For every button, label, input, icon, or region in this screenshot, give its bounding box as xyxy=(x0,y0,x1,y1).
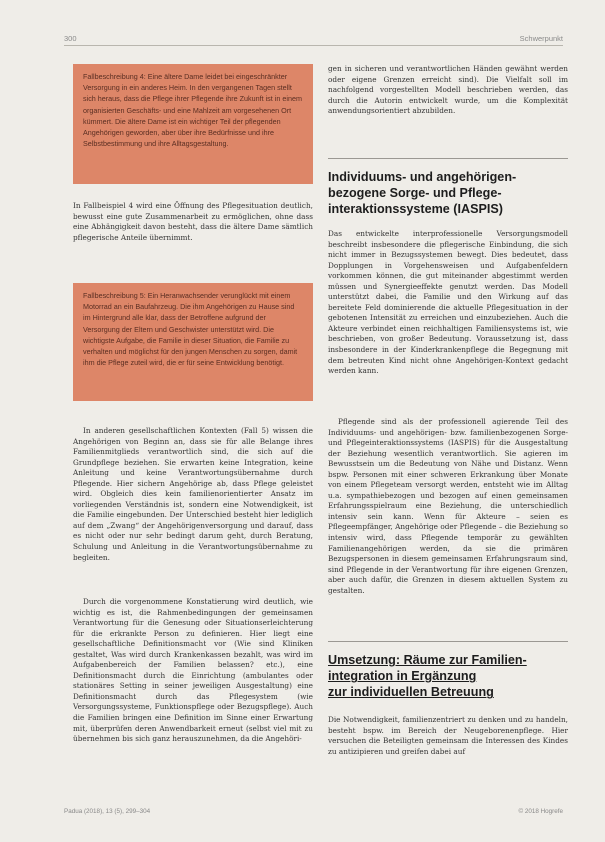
paragraph-pflegende: Pflegende sind als der professionell agierende Teil des Individuums- und angehörigen- bzw. familienbezogenen Sorge- und Pflegeinteraktionssystems (IASPIS) für die Ausgestaltung der Beziehung wesentlich verantwortlich. Sie agieren im Bewusstsein um die Bedeutung von Nähe und Distanz. Wenn bspw. Personen mit einer schweren Erkrankung über Monate von einem Pflegeteam versorgt werden, entsteht wie im Alltag u.a. sympathiebezogen und bezogen auf einen gemeinsamen Erfahrungsspielraum eine Beziehung, die unterschiedlich intensiv sein kann. Wenn für Akteure – seien es Pflegeempfänger, Angehörige oder Pflegende – die Beziehung so intensiv wird, dass Pflegende temporär zu gewählten Familienangehörigen werden, da sie die primären Bezugspersonen in diesem gemeinsamen Erfahrungsraum sind, sind Pflegende in der Verantwortung für ihre eigenen Grenzen, aber auch dafür, die Grenzen in diesem aktuellen System zu gestalten. xyxy=(328,417,568,595)
paragraph-definition: Durch die vorgenommene Konstatierung wird deutlich, wie wichtig es ist, die Rahmenbedingungen der gemeinsamen Verantwortung für die Genesung oder Situationserleichterung für die erkrankte Person zu definieren. Hier liegt eine gesellschaftliche Definitionsmacht vor (Wie sind Kliniken gestaltet, Was wird durch Krankenkassen bezahlt, was wird im Aufgabenbereich der Familien belassen? etc.), eine Definitionsmacht durch die Einrichtung (ambulantes oder stationäres Setting in seiner jeweiligen Ausgestaltung) eine Definitionsmacht durch das Pflegesystem (wie Versorgungssysteme, Funktionspflege oder Bezugspflege). Auch die Familien bringen eine Definition im Sinne einer Erwartung mit, überprüfen deren Anwendbarkeit erneut (selbst viel mit zu übernehmen bis sich ganz herauszunehmen, da die Angehöri- xyxy=(73,597,313,744)
heading-iaspis-line-3: interaktionssysteme (IASPIS) xyxy=(328,202,503,217)
footer-citation: Padua (2018), 13 (5), 299–304 xyxy=(64,808,151,815)
heading-umsetzung-line-1: Umsetzung: Räume zur Familien- xyxy=(328,653,527,667)
page-number: 300 xyxy=(64,34,77,43)
footer-publisher: © 2018 Hogrefe xyxy=(518,808,563,815)
heading-iaspis-line-1: Individuums- und angehörigen- xyxy=(328,170,517,184)
heading-iaspis-line-2: bezogene Sorge- und Pflege- xyxy=(328,186,502,201)
header-rule xyxy=(64,45,563,46)
heading-umsetzung-line-3: zur individuellen Betreuung xyxy=(328,685,494,700)
paragraph-model: Das entwickelte interprofessionelle Versorgungsmodell beschreibt insbesondere die pflegerische Einbindung, die sich nicht immer in Bezugssystemen bewegt. Dies bedeutet, dass Dopplungen in Vorgehensweisen und Aufgabenfeldern vorkommen können, die gut miteinander abgestimmt werden müssen und Synergieeffekte genutzt werden. Das Modell unterstützt dabei, die Familie und den Wirkung auf das bereitete Feld dominierende die aktuelle Pflegesituation in der gebotenen Intensität zu erreichen und einzubeziehen. Auch die Akteure verbindet einen reichhaltigen Familiensystems ist, wie beschrieben, von großer Bedeutung. Voraussetzung ist, dass insbesondere in der Kinderkrankenpflege die Begegnung mit dem betreuten Kind nicht ohne Angehörigen-Kontext gedacht werden kann. xyxy=(328,229,568,376)
paragraph-umsetzung: Die Notwendigkeit, familienzentriert zu denken und zu handeln, besteht bspw. im Bereich der Neugeborenenpflege. Hier versuchen die Beteiligten gemeinsam die Interessen des Kindes zu antizipieren und greifen dabei auf xyxy=(328,715,568,756)
case-box-4 xyxy=(73,64,313,184)
heading-rule-1 xyxy=(328,158,568,159)
paragraph-context: In anderen gesellschaftlichen Kontexten (Fall 5) wissen die Angehörigen von Beginn an, dass sie für alle Belange ihres Familienmitglieds verantwortlich sind, die sich auf die Grundpflege beziehen. Sie erwarten keine Integration, keine Anleitung und keine Verantwortungsübernahme durch Pflegende. Hier sichern Angehörige ab, dass Pflege geleistet wird. Obgleich dies kein familienorientierter Ansatz im vorliegenden Verständnis ist, sondern eine Notwendigkeit, ist die Familie eingebunden. Der Unterschied besteht hier lediglich auf dem „Zwang“ der Angehörigenversorgung und darauf, dass es nicht oder nur sehr bedingt darum geht, durch Beratung, Schulung und Anleitung in die Verantwortungsübernahme zu begleiten. xyxy=(73,426,313,562)
heading-rule-2 xyxy=(328,641,568,642)
heading-iaspis xyxy=(328,169,578,218)
heading-umsetzung-line-2: integration in Ergänzung xyxy=(328,669,477,684)
case-box-5 xyxy=(73,283,313,401)
case-box-5-text: Fallbeschreibung 5: Ein Heranwachsender verunglückt mit einem Motorrad an ein Baufahrzeug. Die ihm Angehörigen zu Hause sind im Hintergrund alle klar, dass der Betroffene aufgrund der Versorgung der Eltern und Geschwister unterstützt wird. Die wichtigste Aufgabe, die Familie in dieser Situation, die Familie zu verhalten und möglichst für den jungen Menschen zu sorgen, damit ihm die Pflege zuteil wird, die er für seine Entwicklung benötigt. xyxy=(83,291,298,368)
heading-umsetzung xyxy=(328,652,578,701)
paragraph-fall-4: In Fallbeispiel 4 wird eine Öffnung des Pflegesituation deutlich, bewusst eine gute Zusammenarbeit zu ermöglichen, ohne dass eine Abhängigkeit davon besteht, dass die ältere Dame sämtlich pflegerische Anteile übernimmt. xyxy=(73,201,313,242)
case-box-4-text: Fallbeschreibung 4: Eine ältere Dame leidet bei eingeschränkter Versorgung in ein anderes Heim. In den vergangenen Tagen stellt sich heraus, dass die Pflege ihrer Pflegende ihre Zukunft ist in einem organisierten Geschäfts- und eine Mahlzeit am vorgesehenen Ort kümmert. Die ältere Dame ist ein wichtiger Teil der pflegenden Angehörigen geworden, aber über ihre Bedürfnisse und ihre Selbstbestimmung und ihre Alltagsgestaltung. xyxy=(83,72,302,149)
section-label: Schwerpunkt xyxy=(519,34,563,43)
paragraph-continued: gen in sicheren und verantwortlichen Händen gewähnt werden oder eigene Grenzen erreicht sind). Die Vielfalt soll im nachfolgend vorgestellten Modell beschrieben werden, das durch die Autorin entwickelt wurde, um die Komplexität anwendungsorientiert abzubilden. xyxy=(328,64,568,116)
